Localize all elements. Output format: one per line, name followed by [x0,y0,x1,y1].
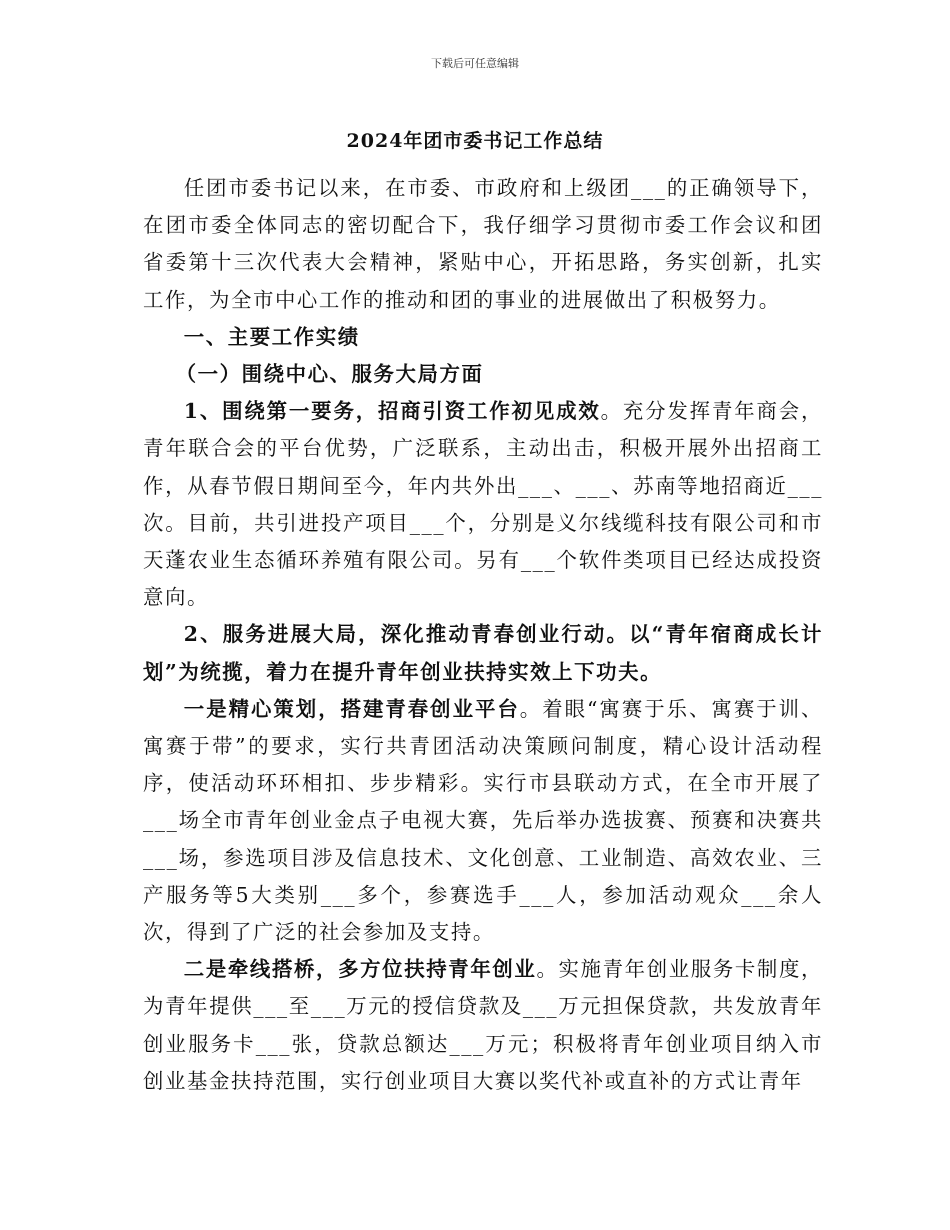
point-2-lead: 二是牵线搭桥，多方位扶持青年创业 [183,957,537,982]
subsection-heading: （一）围绕中心、服务大局方面 [175,362,484,387]
document-body [143,170,823,1100]
section-heading: 一、主要工作实绩 [183,324,360,349]
point-1-text: 。着眼“寓赛于乐、寓赛于训、寓赛于带”的要求，实行共青团活动决策顾问制度，精心设计活动程序，使活动环环相扣、步步精彩。实行市县联动方式，在全市开展了___场全市青年创业金点子电视大赛，先后举办选拔赛、预赛和决赛共___场，参选项目涉及信息技术、文化创意、工业制造、高效农业、三产服务等5大类别___多个，参赛选手___人，参加活动观众___余人次，得到了广泛的社会参加及支持。 [143,696,824,945]
item-1-lead: 1、围绕第一要务，招商引资工作初见成效 [183,399,601,424]
document-title: 2024年团市委书记工作总结 [346,130,604,152]
point-2-text: 。实施青年创业服务卡制度，为青年提供___至___万元的授信贷款及___万元担保贷款，共发放青年创业服务卡___张，贷款总额达___万元；积极将青年创业项目纳入市创业基金扶持范围，实行创业项目大赛以奖代补或直补的方式让青年 [143,957,823,1093]
page-header-note: 下载后可任意编辑 [431,57,519,70]
point-1-lead: 一是精心策划，搭建青春创业平台 [183,696,520,721]
point-1-paragraph [143,691,823,951]
point-2-paragraph [143,951,823,1100]
item-2-paragraph: 2、服务进展大局，深化推动青春创业行动。以“青年宿商成长计划”为统揽，着力在提升青年创业扶持实效上下功夫。 [143,622,823,684]
item-1-paragraph [143,393,823,616]
item-1-text: 。充分发挥青年商会，青年联合会的平台优势，广泛联系，主动出击，积极开展外出招商工作，从春节假日期间至今，年内共外出___、___、苏南等地招商近___次。目前，共引进投产项目___个，分别是义尔线缆科技有限公司和市天蓬农业生态循环养殖有限公司。另有___个软件类项目已经达成投资意向。 [143,399,823,610]
intro-paragraph: 任团市委书记以来，在市委、市政府和上级团___的正确领导下，在团市委全体同志的密切配合下，我仔细学习贯彻市委工作会议和团省委第十三次代表大会精神，紧贴中心，开拓思路，务实创新，扎实工作，为全市中心工作的推动和团的事业的进展做出了积极努力。 [143,176,823,312]
